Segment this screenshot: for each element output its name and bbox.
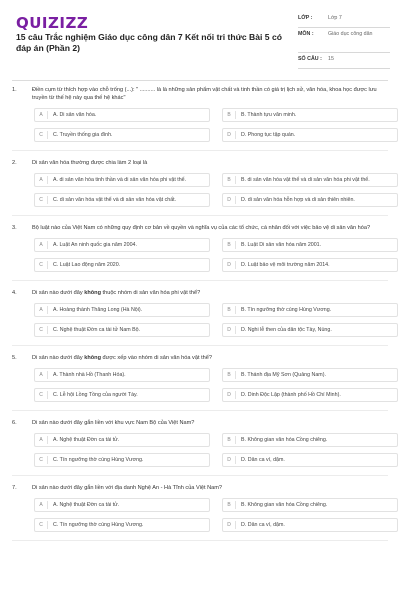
question-text (32, 159, 388, 167)
question-header (12, 419, 388, 427)
answer-option[interactable] (34, 498, 210, 512)
question-divider (12, 410, 388, 411)
question-text (32, 354, 388, 362)
question-header (12, 224, 388, 232)
question-text (32, 289, 388, 297)
question-header (12, 289, 388, 297)
option-letter: D (223, 456, 236, 464)
option-letter: B (223, 501, 236, 509)
answer-option[interactable] (222, 238, 398, 252)
question-text (32, 419, 388, 427)
question-text (32, 484, 388, 492)
answer-option[interactable] (222, 128, 398, 142)
option-text: C. Luật Lao động năm 2020. (53, 261, 121, 268)
question-header (12, 159, 388, 167)
option-letter: C (35, 261, 48, 269)
option-letter: B (223, 436, 236, 444)
option-text: B. di sản văn hóa vật thể và di sản văn hóa phi vật thể. (241, 176, 370, 183)
answer-option[interactable] (222, 108, 398, 122)
answer-option[interactable] (34, 173, 210, 187)
question-keyword: không (84, 355, 101, 361)
question-number: 5. (12, 355, 17, 361)
option-text: A. Hoàng thành Thăng Long (Hà Nội). (53, 306, 143, 313)
meta-label: MÔN : (298, 31, 314, 37)
answer-option[interactable] (222, 518, 398, 532)
option-text: D. Luật bảo vệ môi trường năm 2014. (241, 261, 330, 268)
answer-option[interactable] (222, 258, 398, 272)
option-letter: A (35, 436, 48, 444)
quizizz-logo[interactable]: QUIZIZZ (16, 14, 89, 32)
option-letter: D (223, 326, 236, 334)
question-text-part: được xếp vào nhóm di sản văn hóa vật thể? (100, 355, 212, 361)
option-letter: D (223, 261, 236, 269)
question-header (12, 86, 388, 102)
option-text: C. Truyền thống gia đình. (53, 131, 113, 138)
option-text: B. Không gian văn hóa Cồng chiêng. (241, 436, 328, 443)
option-letter: A (35, 306, 48, 314)
question-divider (12, 540, 388, 541)
option-letter: C (35, 131, 48, 139)
option-text: B. Không gian văn hóa Cồng chiêng. (241, 501, 328, 508)
option-text: D. Dân ca ví, dặm. (241, 521, 285, 528)
meta-row-count (298, 53, 390, 69)
question-keyword: không (84, 290, 101, 296)
meta-label: SỐ CÂU : (298, 56, 322, 62)
answer-option[interactable] (222, 368, 398, 382)
answer-option[interactable] (34, 453, 210, 467)
option-text: D. di sản văn hóa hỗn hợp và di sản thiên nhiên. (241, 196, 355, 203)
option-letter: D (223, 131, 236, 139)
answer-options (34, 433, 388, 467)
question-text (32, 224, 388, 232)
question-text-part: Di sản nào dưới đây gắn liền với khu vực Nam Bộ của Việt Nam? (32, 420, 195, 426)
option-text: B. Thành tựu văn minh. (241, 111, 297, 118)
question-text-part: Di sản nào dưới đây gắn liền với địa danh Nghệ An - Hà Tĩnh của Việt Nam? (32, 485, 222, 491)
question-text-part: Di sản nào dưới đây (32, 290, 85, 296)
option-letter: C (35, 196, 48, 204)
option-letter: A (35, 241, 48, 249)
question-block (12, 419, 388, 476)
answer-options (34, 108, 388, 142)
question-text-part: Di sản văn hóa thường được chia làm 2 loại là (32, 160, 148, 166)
option-text: A. Luật An ninh quốc gia năm 2004. (53, 241, 137, 248)
option-text: A. Nghệ thuật Đờn ca tài tử. (53, 436, 120, 443)
question-number: 4. (12, 290, 17, 296)
meta-value: Lớp 7 (328, 15, 342, 21)
question-list (0, 86, 400, 549)
answer-option[interactable] (222, 388, 398, 402)
answer-option[interactable] (34, 433, 210, 447)
question-number: 7. (12, 485, 17, 491)
option-letter: A (35, 176, 48, 184)
answer-option[interactable] (34, 238, 210, 252)
question-block (12, 484, 388, 541)
answer-options (34, 498, 388, 532)
option-text: C. Nghệ thuật Đờn ca tài tử Nam Bộ. (53, 326, 141, 333)
question-divider (12, 345, 388, 346)
option-letter: B (223, 371, 236, 379)
option-text: A. Di sản văn hóa. (53, 111, 97, 118)
meta-label: LỚP : (298, 15, 313, 21)
question-divider (12, 215, 388, 216)
page-title: 15 câu Trắc nghiệm Giáo dục công dân 7 Kết nối tri thức Bài 5 có đáp án (Phần 2) (16, 32, 283, 53)
option-text: D. Dinh Độc Lập (thành phố Hồ Chí Minh). (241, 391, 341, 398)
question-header (12, 484, 388, 492)
answer-option[interactable] (222, 173, 398, 187)
option-letter: C (35, 521, 48, 529)
option-text: D. Dân ca ví, dặm. (241, 456, 285, 463)
question-block (12, 159, 388, 216)
question-text (32, 86, 388, 102)
option-text: D. Phong tục tập quán. (241, 131, 296, 138)
answer-options (34, 368, 388, 402)
option-text: B. Tín ngưỡng thờ cúng Hùng Vương. (241, 306, 332, 313)
option-letter: D (223, 521, 236, 529)
meta-value: 15 (328, 56, 334, 62)
answer-option[interactable] (34, 368, 210, 382)
option-text: C. Lễ hội Lồng Tồng của người Tày. (53, 391, 138, 398)
option-text: A. di sản văn hóa tinh thần và di sản văn hóa phi vật thể. (53, 176, 187, 183)
question-text-part: Di sản nào dưới đây (32, 355, 85, 361)
option-letter: A (35, 111, 48, 119)
question-header (12, 354, 388, 362)
meta-row-subject (298, 28, 390, 53)
answer-options (34, 238, 388, 272)
option-text: A. Nghệ thuật Đờn ca tài tử. (53, 501, 120, 508)
meta-value: Giáo dục công dân (328, 31, 373, 37)
answer-option[interactable] (222, 498, 398, 512)
question-number: 3. (12, 225, 17, 231)
answer-option[interactable] (222, 323, 398, 337)
answer-option[interactable] (34, 258, 210, 272)
option-letter: C (35, 456, 48, 464)
meta-row-class (298, 12, 390, 28)
answer-option[interactable] (222, 433, 398, 447)
option-text: C. Tín ngưỡng thờ cúng Hùng Vương. (53, 521, 144, 528)
question-block (12, 289, 388, 346)
question-divider (12, 280, 388, 281)
answer-option[interactable] (34, 108, 210, 122)
question-text-part: thuộc nhóm di sản văn hóa phi vật thể? (100, 290, 201, 296)
answer-option[interactable] (34, 128, 210, 142)
answer-option[interactable] (222, 193, 398, 207)
answer-option[interactable] (34, 518, 210, 532)
worksheet-header (0, 0, 400, 80)
option-letter: D (223, 391, 236, 399)
option-text: B. Thánh địa Mỹ Sơn (Quảng Nam). (241, 371, 326, 378)
option-letter: B (223, 306, 236, 314)
option-text: D. Nghi lễ then của dân tộc Tày, Nùng. (241, 326, 332, 333)
question-block (12, 86, 388, 151)
answer-option[interactable] (34, 193, 210, 207)
option-text: C. Tín ngưỡng thờ cúng Hùng Vương. (53, 456, 144, 463)
question-divider (12, 150, 388, 151)
question-divider (12, 475, 388, 476)
question-text-part: Điền cụm từ thích hợp vào chỗ trống (...): " .......... là là những sản phẩm vật chất và tinh thần có giá trị lịch sử, văn hóa, khoa học được lưu truyền từ thế hệ này qua thế hệ khác" (32, 87, 377, 101)
answer-option[interactable] (34, 323, 210, 337)
answer-option[interactable] (34, 303, 210, 317)
option-letter: B (223, 111, 236, 119)
question-number: 2. (12, 160, 17, 166)
option-letter: B (223, 241, 236, 249)
option-letter: C (35, 326, 48, 334)
option-letter: B (223, 176, 236, 184)
question-block (12, 224, 388, 281)
answer-option[interactable] (222, 453, 398, 467)
question-block (12, 354, 388, 411)
header-divider (12, 80, 388, 81)
question-text-part: Bộ luật nào của Việt Nam có những quy định cơ bản về quyền và nghĩa vụ của các tổ chức, cá nhân đối với việc bảo vệ di sản văn hóa? (32, 225, 371, 231)
option-text: A. Thành nhà Hồ (Thanh Hóa). (53, 371, 126, 378)
answer-options (34, 173, 388, 207)
option-letter: A (35, 371, 48, 379)
option-text: B. Luật Di sản văn hóa năm 2001. (241, 241, 322, 248)
option-letter: D (223, 196, 236, 204)
option-letter: C (35, 391, 48, 399)
worksheet-meta (298, 12, 390, 69)
answer-options (34, 303, 388, 337)
answer-option[interactable] (34, 388, 210, 402)
option-letter: A (35, 501, 48, 509)
answer-option[interactable] (222, 303, 398, 317)
option-text: C. di sản văn hóa vật thể và di sản văn hóa vật chất. (53, 196, 177, 203)
question-number: 6. (12, 420, 17, 426)
question-number: 1. (12, 87, 17, 93)
